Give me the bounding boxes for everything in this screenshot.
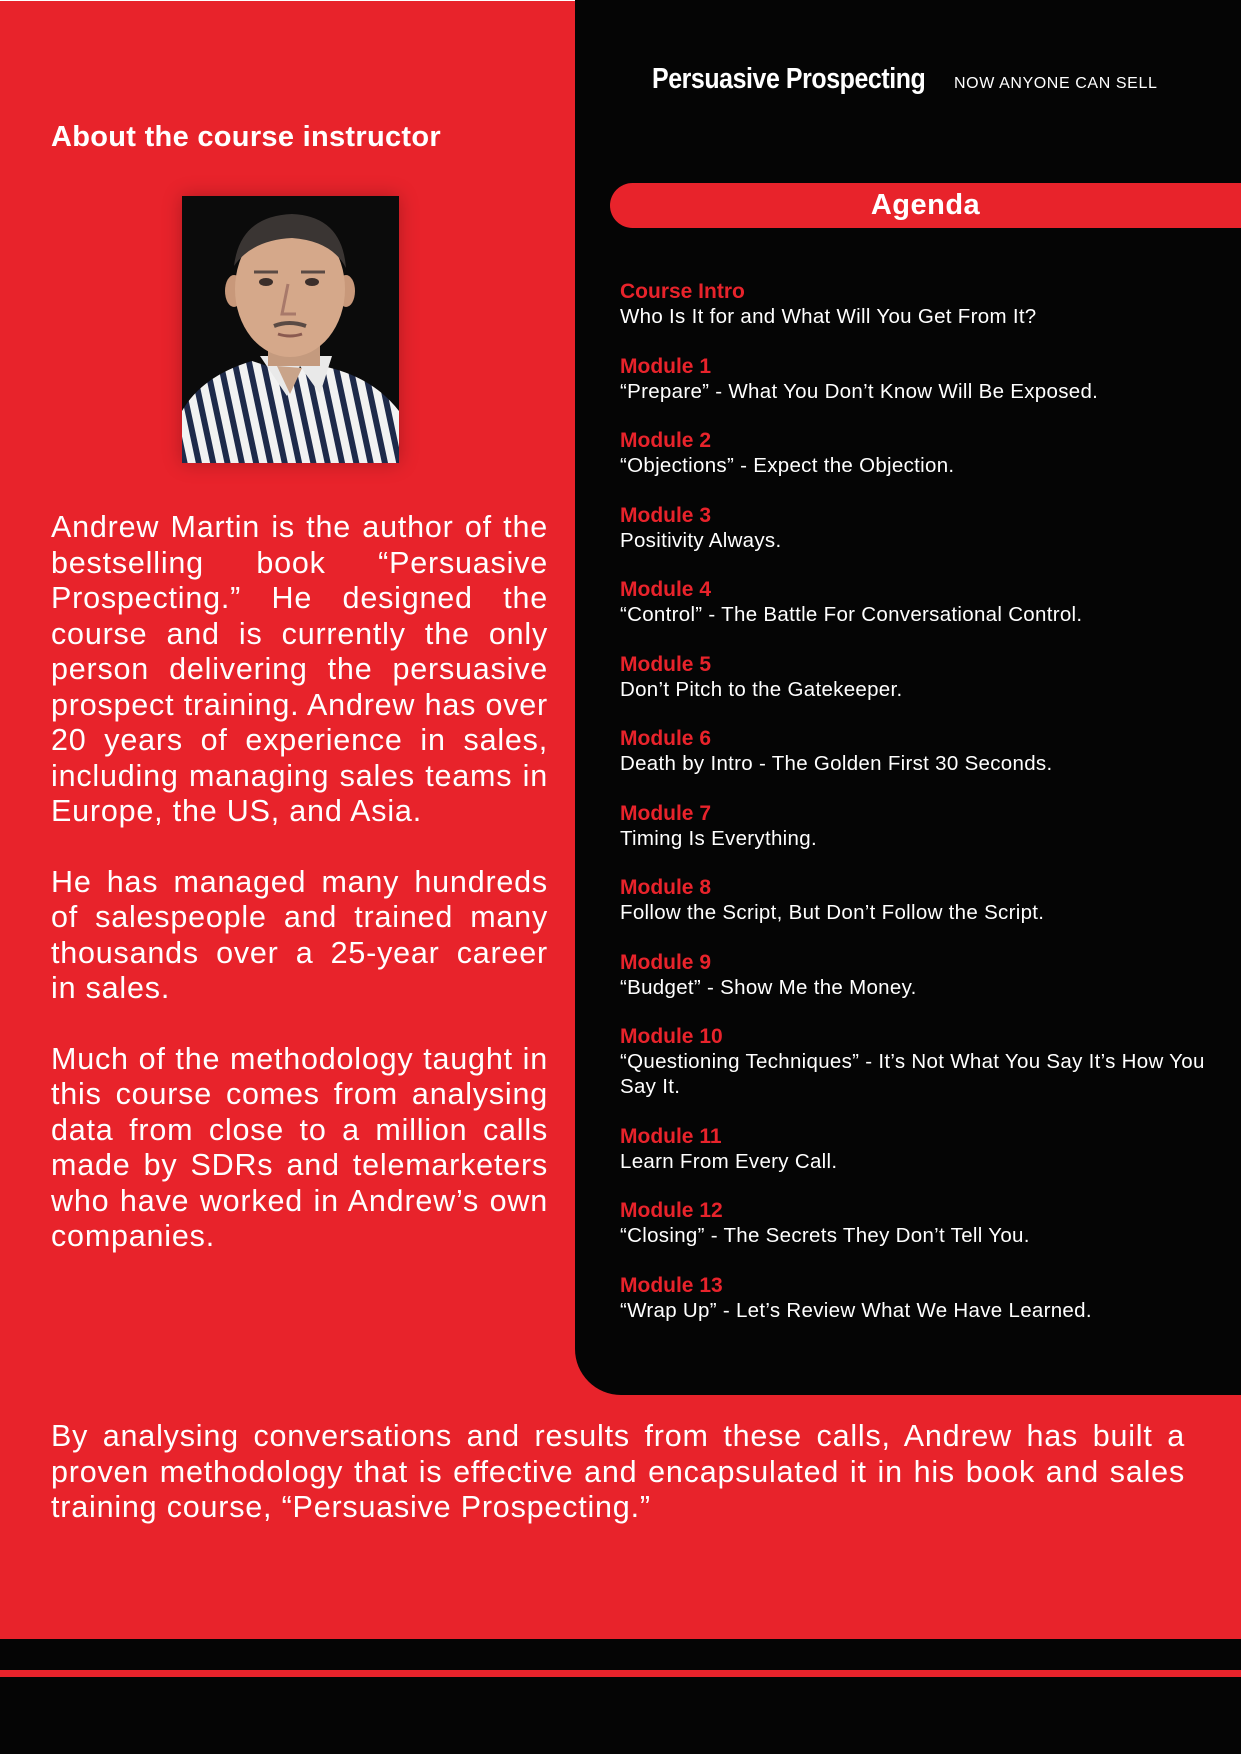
- agenda-item-description: “Prepare” - What You Don’t Know Will Be Exposed.: [620, 379, 1099, 403]
- agenda-item-label: Module 11: [620, 1124, 722, 1148]
- bio-paragraph: Andrew Martin is the author of the bestselling book “Persuasive Prospecting.” He designed the course and is currently the only person delivering the persuasive prospect training. Andrew has over 20 years of experience in sales, including managing sales teams in Europe, the US, and Asia.: [51, 510, 548, 828]
- agenda-item-description: “Wrap Up” - Let’s Review What We Have Learned.: [620, 1298, 1092, 1322]
- agenda-item-label: Module 13: [620, 1273, 723, 1297]
- closing-paragraph: By analysing conversations and results from these calls, Andrew has built a proven methodology that is effective and encapsulated it in his book and sales training course, “Persuasive Prospecting.”: [51, 1419, 1185, 1524]
- footer-red-stripe: [0, 1670, 1241, 1677]
- brand-name: Persuasive Prospecting: [652, 63, 926, 95]
- agenda-item-label: Module 4: [620, 578, 712, 601]
- agenda-item-description: “Budget” - Show Me the Money.: [620, 975, 917, 999]
- agenda-item-description: “Closing” - The Secrets They Don’t Tell You.: [620, 1224, 1030, 1247]
- agenda-item: [620, 1198, 1225, 1248]
- agenda-item: [620, 801, 1225, 851]
- agenda-item-label: Module 10: [620, 1025, 723, 1048]
- agenda-item-description: Positivity Always.: [620, 528, 782, 552]
- agenda-item-label: Module 7: [620, 801, 712, 825]
- agenda-item: [620, 652, 1225, 702]
- brand-tagline: NOW ANYONE CAN SELL: [954, 75, 1158, 92]
- about-heading: About the course instructor: [51, 121, 441, 153]
- agenda-item: [620, 577, 1225, 627]
- instructor-portrait-illustration: [182, 196, 399, 463]
- bio-paragraph: Much of the methodology taught in this course comes from analysing data from close to a million calls made by SDRs and telemarketers who have worked in Andrew’s own companies.: [51, 1041, 548, 1253]
- agenda-item: [620, 354, 1225, 404]
- agenda-item-description: Death by Intro - The Golden First 30 Seconds.: [620, 752, 1053, 775]
- agenda-item: [620, 279, 1225, 329]
- agenda-item: [620, 950, 1225, 1000]
- agenda-item-label: Module 12: [620, 1199, 723, 1222]
- agenda-item-label: Module 2: [620, 429, 712, 452]
- agenda-header-bar: [610, 183, 1241, 228]
- agenda-item-description: Learn From Every Call.: [620, 1149, 838, 1173]
- agenda-item-label: Module 8: [620, 876, 712, 899]
- agenda-item: [620, 1024, 1225, 1099]
- agenda-item: [620, 726, 1225, 776]
- agenda-item: [620, 428, 1225, 478]
- top-edge-line: [0, 0, 580, 1]
- instructor-bio: [51, 510, 548, 1290]
- agenda-item-label: Module 6: [620, 727, 712, 750]
- footer-band: [0, 1639, 1241, 1754]
- agenda-item: [620, 1124, 1225, 1174]
- agenda-item-description: “Questioning Techniques” - It’s Not What You Say It’s How You Say It.: [620, 1050, 1205, 1098]
- agenda-item: [620, 875, 1225, 925]
- agenda-item-description: Who Is It for and What Will You Get From It?: [620, 305, 1037, 328]
- agenda-item-description: Timing Is Everything.: [620, 826, 817, 850]
- agenda-item-description: “Objections” - Expect the Objection.: [620, 454, 955, 477]
- agenda-item: [620, 503, 1225, 553]
- agenda-list: [620, 279, 1225, 1347]
- agenda-item-label: Module 9: [620, 950, 712, 974]
- agenda-item-label: Course Intro: [620, 280, 745, 303]
- agenda-item-description: Don’t Pitch to the Gatekeeper.: [620, 677, 903, 701]
- instructor-photo: [182, 196, 399, 463]
- agenda-item-label: Module 1: [620, 354, 712, 378]
- agenda-title: Agenda: [870, 189, 981, 221]
- brand-header: [652, 63, 1158, 96]
- bio-paragraph: He has managed many hundreds of salespeople and trained many thousands over a 25-year career in sales.: [51, 864, 548, 1005]
- agenda-item-label: Module 5: [620, 652, 712, 676]
- agenda-item-description: Follow the Script, But Don’t Follow the Script.: [620, 901, 1045, 924]
- agenda-item: [620, 1273, 1225, 1323]
- agenda-item-label: Module 3: [620, 503, 712, 527]
- agenda-item-description: “Control” - The Battle For Conversational Control.: [620, 603, 1083, 626]
